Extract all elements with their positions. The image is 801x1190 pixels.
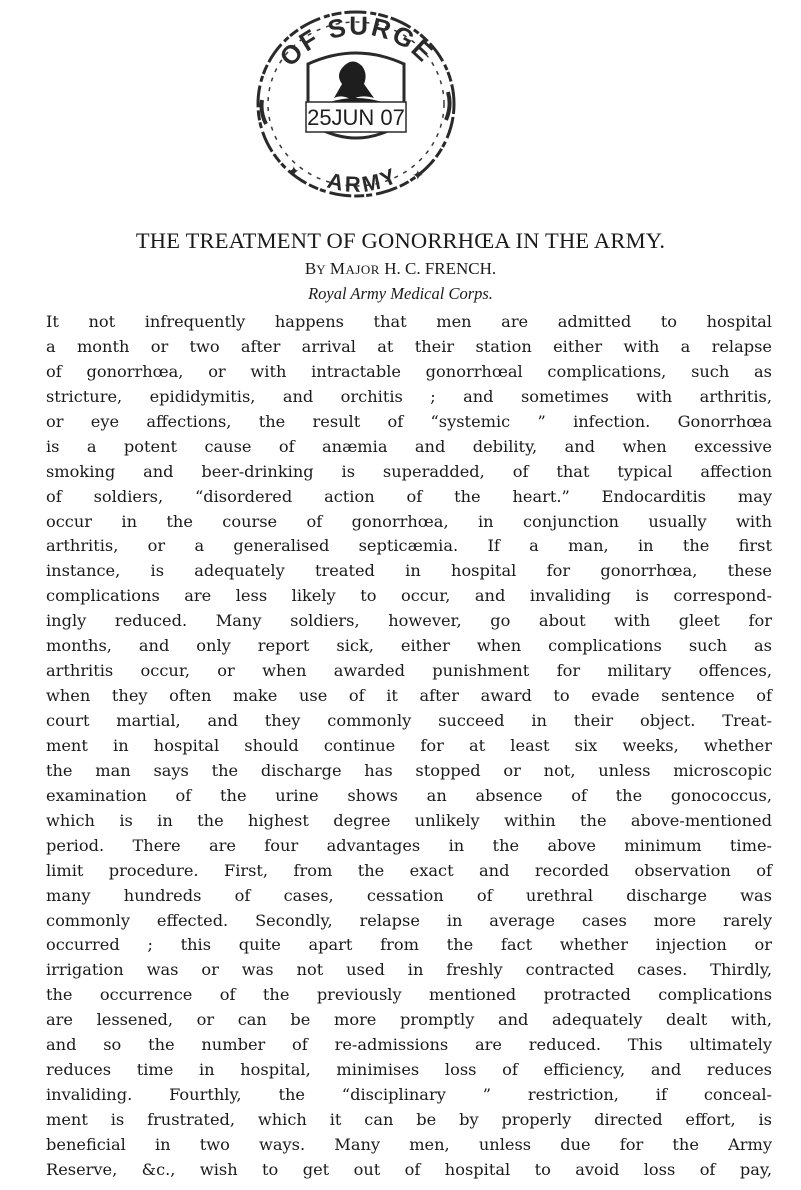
body-line: stricture, epididymitis, and orchitis ; and sometimes with arthritis,	[46, 386, 772, 406]
body-line: when they often make use of it after award to evade sentence of	[46, 686, 772, 706]
body-line: of gonorrhœa, or with intractable gonorrhœal complications, such as	[46, 361, 772, 381]
body-line: examination of the urine shows an absence of the gonococcus,	[46, 785, 772, 805]
body-line: the man says the discharge has stopped or not, unless microscopic	[46, 760, 772, 780]
byline-name: H. C. FRENCH.	[384, 259, 497, 278]
author-affiliation: Royal Army Medical Corps.	[308, 284, 493, 303]
body-line: period. There are four advantages in the above minimum time-	[46, 835, 772, 855]
body-line: ingly reduced. Many soldiers, however, go about with gleet for	[46, 611, 772, 631]
stamp-bottom-text: ARMY	[325, 162, 403, 198]
body-line: limit procedure. First, from the exact and recorded observation of	[46, 860, 772, 880]
body-line: months, and only report sick, either when complications such as	[46, 636, 772, 656]
library-stamp	[244, 4, 466, 202]
body-line: which is in the highest degree unlikely within the above-mentioned	[46, 810, 772, 830]
body-line: court martial, and they commonly succeed in their object. Treat-	[46, 711, 772, 730]
body-line: ment is frustrated, which it can be by properly directed effort, is	[46, 1110, 772, 1129]
body-line: the occurrence of the previously mentioned protracted complications	[46, 985, 772, 1005]
body-line: are lessened, or can be more promptly and adequately dealt with,	[46, 1010, 772, 1030]
body-line: arthritis occur, or when awarded punishment for military offences,	[46, 661, 772, 681]
body-line: arthritis, or a generalised septicæmia. If a man, in the first	[46, 536, 772, 556]
body-line: occur in the course of gonorrhœa, in conjunction usually with	[46, 511, 772, 531]
article-title: THE TREATMENT OF GONORRHŒA IN THE ARMY.	[135, 228, 666, 253]
body-line: and so the number of re-admissions are reduced. This ultimately	[46, 1035, 772, 1055]
byline-prefix: BY	[304, 259, 326, 278]
body-line: It not infrequently happens that men are admitted to hospital	[46, 312, 772, 331]
body-line: complications are less likely to occur, and invaliding is correspond-	[46, 586, 772, 606]
body-line: of soldiers, “disordered action of the heart.” Endocarditis may	[46, 486, 772, 506]
body-line: many hundreds of cases, cessation of urethral discharge was	[46, 885, 772, 905]
body-line: Reserve, &c., wish to get out of hospital to avoid loss of pay,	[46, 1159, 772, 1179]
body-line: reduces time in hospital, minimises loss of efficiency, and reduces	[46, 1060, 772, 1080]
body-line: commonly effected. Secondly, relapse in average cases more rarely	[46, 910, 772, 930]
body-line: invaliding. Fourthly, the “disciplinary ” restriction, if conceal-	[46, 1085, 772, 1105]
article-body	[46, 310, 772, 1183]
body-line: occurred ; this quite apart from the fact whether injection or	[46, 935, 772, 955]
body-line: irrigation was or was not used in freshly contracted cases. Thirdly,	[46, 960, 772, 980]
stamp-date: 25JUN 07	[307, 105, 405, 130]
svg-text:✦: ✦	[288, 164, 300, 180]
body-line: ment in hospital should continue for at least six weeks, whether	[46, 735, 772, 755]
stamp-top-text: OF SURGE	[273, 10, 441, 73]
body-line: or eye affections, the result of “systemic ” infection. Gonorrhœa	[46, 411, 772, 431]
body-line: smoking and beer-drinking is superadded, of that typical affection	[46, 461, 772, 481]
body-line: beneficial in two ways. Many men, unless due for the Army	[46, 1134, 772, 1154]
svg-text:✦: ✦	[412, 168, 424, 184]
body-line: instance, is adequately treated in hospital for gonorrhœa, these	[46, 561, 772, 581]
author-byline	[0, 259, 801, 279]
body-line: a month or two after arrival at their station either with a relapse	[46, 336, 772, 356]
byline-rank: MAJOR	[329, 259, 380, 278]
body-line: is a potent cause of anæmia and debility, and when excessive	[46, 436, 772, 456]
